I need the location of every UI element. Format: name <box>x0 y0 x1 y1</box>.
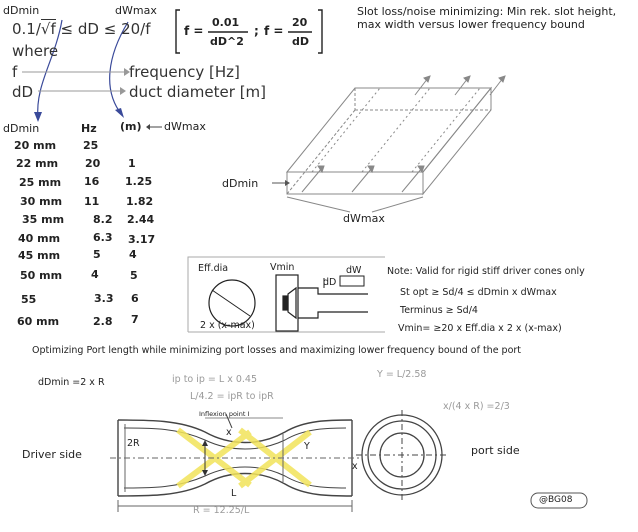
row3-dWmax: 1.25 <box>125 175 153 188</box>
row10-dDmin: 60 mm <box>17 315 60 328</box>
inequality-rhs: 20/f <box>121 20 151 38</box>
formula1-denominator: dD^2 <box>210 35 244 48</box>
row8-hz: 4 <box>91 268 99 281</box>
row9-dWmax: 6 <box>131 292 139 305</box>
where-label: where <box>12 42 59 60</box>
slot-dDmin-label: dDmin <box>222 177 259 190</box>
row10-dWmax: 7 <box>131 313 139 326</box>
slot-dWmax-label: dWmax <box>343 212 385 225</box>
legend-dd-symbol: dD <box>12 83 34 101</box>
row5-dDmin: 35 mm <box>22 213 65 226</box>
table-col-m: (m) <box>120 120 142 133</box>
port-end-view <box>356 410 448 500</box>
row2-hz: 20 <box>85 157 101 170</box>
formula-box-right <box>318 10 322 53</box>
table-col-hz: Hz <box>81 122 97 135</box>
row1-dDmin: 20 mm <box>14 139 57 152</box>
legend-f-symbol: f <box>12 63 18 81</box>
row4-dWmax: 1.82 <box>126 195 154 208</box>
row6-hz: 6.3 <box>93 231 113 244</box>
table-col-dWmax: dWmax <box>164 120 206 133</box>
formula2-numerator: 20 <box>292 16 308 29</box>
formula-separator: ; <box>254 24 259 38</box>
y-eq: Y = L/2.58 <box>377 369 427 380</box>
rule-st-opt: St opt ≥ Sd/4 ≤ dDmin x dWmax <box>400 287 557 298</box>
r-eq: R = 12.25/L <box>193 505 250 516</box>
ip-to-ip-eq: ip to ip = L x 0.45 <box>172 374 258 385</box>
formula2-denominator: dD <box>292 35 310 48</box>
two-r-label: 2R <box>127 438 140 449</box>
slot-title-line2: max width versus lower frequency bound <box>357 18 585 31</box>
vmin-enclosure <box>276 275 368 331</box>
dDmin-eq: dDmin =2 x R <box>38 377 105 388</box>
driver-note: Note: Valid for rigid stiff driver cones only <box>387 266 585 277</box>
row8-dWmax: 5 <box>130 269 138 282</box>
vmin-label: Vmin <box>270 262 295 273</box>
formula1-numerator: 0.01 <box>212 16 240 29</box>
row4-hz: 11 <box>84 195 100 208</box>
row9-hz: 3.3 <box>94 292 114 305</box>
rule-vmin: Vmin= ≥20 x Eff.dia x 2 x (x-max) <box>398 323 562 334</box>
inflexion-label: Inflexion point I <box>199 410 250 418</box>
copyright-label: @BG08 <box>539 495 573 505</box>
eff-dia-label: Eff.dia <box>198 263 229 274</box>
slot-title-line1: Slot loss/noise minimizing: Min rek. slot height, <box>357 5 617 18</box>
port-l-label: L <box>231 488 237 499</box>
slot-box <box>287 88 491 194</box>
driver-side-label: Driver side <box>22 448 82 461</box>
dDmin-arrowhead <box>34 112 42 122</box>
row7-dDmin: 45 mm <box>18 249 61 262</box>
row9-dDmin: 55 <box>21 293 37 306</box>
legend-f-meaning: frequency [Hz] <box>129 63 240 81</box>
x-max-label: 2 x (x-max) <box>200 320 255 331</box>
table-col-dDmin: dDmin <box>3 122 40 135</box>
row2-dDmin: 22 mm <box>16 157 59 170</box>
dw-box <box>340 276 364 286</box>
row2-dWmax: 1 <box>128 157 136 170</box>
port-x-small-label: x <box>352 461 358 472</box>
row1-hz: 25 <box>83 139 99 152</box>
l-over-eq: L/4.2 = ipR to ipR <box>190 391 274 402</box>
inequality-sqrt-arg: f <box>50 20 56 38</box>
inequality-middle: ≤ dD ≤ <box>60 20 117 38</box>
rule-terminus: Terminus ≥ Sd/4 <box>400 305 478 316</box>
x-ratio-eq: x/(4 x R) =2/3 <box>443 401 510 412</box>
port-x-label: x <box>226 427 232 438</box>
port-side-label: port side <box>471 444 520 457</box>
dwmax-header-arrowhead <box>146 124 150 130</box>
inequality: 0.1/√f ≤ dD ≤ 20/f <box>12 20 151 38</box>
dWmax-arrowhead <box>115 108 124 118</box>
row4-dDmin: 30 mm <box>20 195 63 208</box>
port-title: Optimizing Port length while minimizing port losses and maximizing lower frequency bound of the port <box>32 345 522 356</box>
legend-dd-meaning: duct diameter [m] <box>129 83 267 101</box>
port-y-label: Y <box>304 441 310 452</box>
row7-dWmax: 4 <box>129 248 137 261</box>
inequality-coef: 0.1 <box>12 20 36 38</box>
dWmax-header: dWmax <box>115 4 157 17</box>
formula2-lhs: f = <box>264 24 284 38</box>
slot-flow-arrows <box>302 76 505 192</box>
slot-dWmax-dim-right <box>372 197 423 212</box>
dd-arrowhead <box>120 87 126 95</box>
formula1-lhs: f = <box>184 24 204 38</box>
row6-dDmin: 40 mm <box>18 232 61 245</box>
slot-dWmax-dim-left <box>287 197 350 212</box>
row8-dDmin: 50 mm <box>20 269 63 282</box>
dd-label: dD <box>323 277 337 288</box>
row3-hz: 16 <box>84 175 100 188</box>
dDmin-header: dDmin <box>3 4 40 17</box>
row3-dDmin: 25 mm <box>19 176 62 189</box>
row10-hz: 2.8 <box>93 315 113 328</box>
row7-hz: 5 <box>93 248 101 261</box>
eff-dia-line <box>212 290 250 316</box>
dw-label: dW <box>346 265 362 276</box>
row6-dWmax: 3.17 <box>128 233 156 246</box>
row5-dWmax: 2.44 <box>127 213 155 226</box>
row5-hz: 8.2 <box>93 213 113 226</box>
formula-box-left <box>176 10 180 53</box>
